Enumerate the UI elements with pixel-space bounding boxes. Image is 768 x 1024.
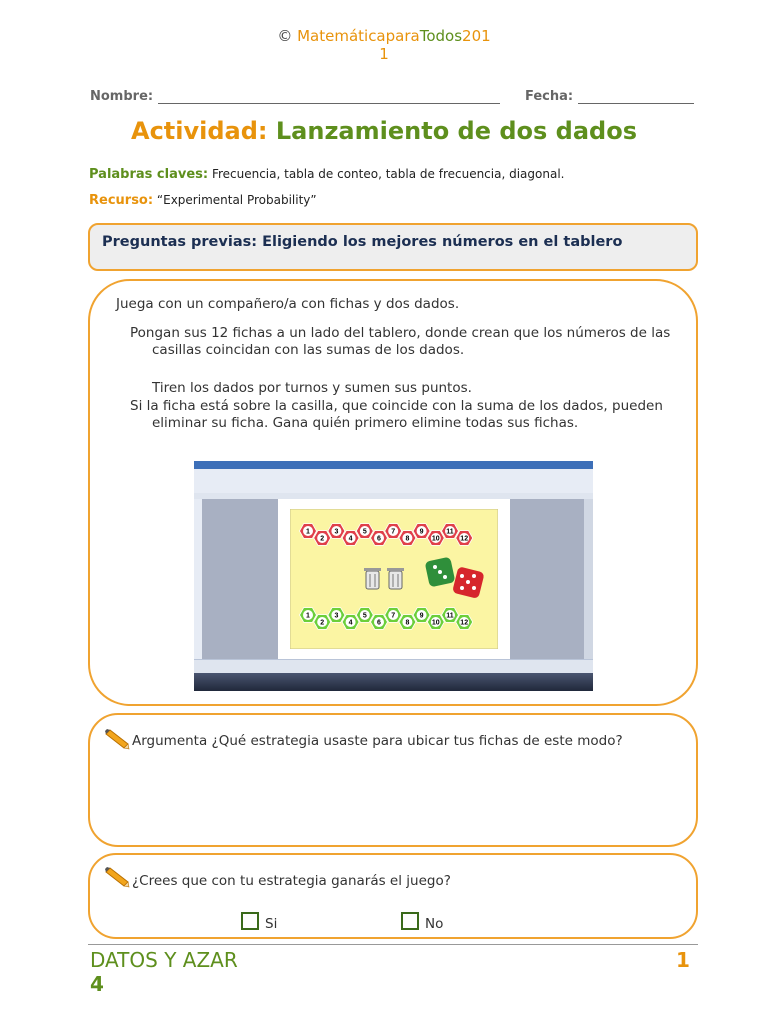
pencil-icon: [104, 728, 130, 750]
option-no[interactable]: [401, 912, 443, 933]
hex-cell-number: 3: [334, 528, 339, 536]
hex-cell-number: 11: [446, 528, 454, 536]
no-checkbox[interactable]: [401, 912, 419, 930]
question2-text: ¿Crees que con tu estrategia ganarás el juego?: [132, 873, 451, 889]
hex-cell-number: 1: [306, 528, 310, 536]
hex-cell-number: 7: [391, 612, 396, 620]
instructions-step1: Pongan sus 12 fichas a un lado del tablero, donde crean que los números de las casillas coincidan con las sumas de los dados.: [130, 325, 671, 358]
page-number: 1: [676, 948, 690, 972]
hex-cell-number: 8: [405, 619, 410, 627]
yes-checkbox[interactable]: [241, 912, 259, 930]
question1-answer-area[interactable]: [100, 760, 680, 836]
question2-box: [88, 853, 698, 939]
hex-cell-number: 12: [460, 619, 469, 627]
window-toolbar: [194, 469, 593, 494]
game-board: [290, 509, 498, 649]
window-scrollbar[interactable]: [584, 499, 593, 659]
document-header: [0, 27, 768, 63]
keywords-label: Palabras claves:: [89, 167, 209, 182]
board-screenshot: [194, 461, 593, 691]
pencil-icon: [104, 866, 130, 888]
taskbar: [194, 673, 593, 691]
date-field[interactable]: [578, 89, 694, 104]
trash-icon: [387, 568, 404, 589]
hex-cell-number: 6: [377, 619, 381, 627]
hex-cell-number: 3: [334, 612, 339, 620]
hex-cell-number: 5: [362, 612, 367, 620]
keywords-text: Frecuencia, tabla de conteo, tabla de frecuencia, diagonal.: [211, 167, 565, 181]
hex-cell-number: 8: [405, 535, 410, 543]
keywords-row: [89, 167, 564, 182]
hex-cell-number: 5: [362, 528, 367, 536]
footer-section: [90, 948, 238, 996]
hex-cell-number: 10: [431, 535, 440, 543]
brand-para: para: [385, 27, 420, 45]
hex-cell-number: 4: [348, 619, 353, 627]
instructions-step3: Si la ficha está sobre la casilla, que coincide con la suma de los dados, pueden eliminar su ficha. Gana quién primero elimine todas sus fichas.: [130, 398, 663, 431]
option-yes-label: Si: [265, 916, 278, 932]
hex-cell-number: 11: [446, 612, 454, 620]
resource-label: Recurso:: [89, 193, 154, 208]
hex-cell-number: 9: [419, 612, 424, 620]
name-row: [90, 85, 500, 104]
resource-text: “Experimental Probability”: [156, 193, 317, 207]
name-label: Nombre:: [90, 89, 154, 104]
hex-cell-number: 10: [431, 619, 440, 627]
footer-section-line2: 4: [90, 972, 104, 996]
resource-row: [89, 193, 317, 208]
option-yes[interactable]: [241, 912, 277, 933]
question1-text: Argumenta ¿Qué estrategia usaste para ubicar tus fichas de este modo?: [132, 733, 623, 749]
brand-year-cont: 1: [379, 45, 389, 63]
window-titlebar: [194, 461, 593, 469]
hex-cell-number: 6: [377, 535, 381, 543]
footer-divider: [88, 944, 698, 945]
instructions-step2: Tiren los dados por turnos y sumen sus puntos.: [152, 380, 472, 396]
instructions-intro: Juega con un compañero/a con fichas y dos dados.: [116, 296, 460, 312]
name-field[interactable]: [158, 89, 500, 104]
option-no-label: No: [425, 916, 444, 932]
trash-icon: [364, 568, 381, 589]
brand-year: 201: [462, 27, 491, 45]
hex-cell-number: 2: [320, 619, 325, 627]
title-prefix: Actividad:: [131, 117, 268, 145]
hex-cell-number: 12: [460, 535, 469, 543]
previous-questions-text: Preguntas previas: Eligiendo los mejores números en el tablero: [102, 234, 623, 250]
brand-matematica: Matemática: [297, 27, 386, 45]
title-main: Lanzamiento de dos dados: [275, 117, 637, 145]
date-label: Fecha:: [525, 89, 574, 104]
hex-cell-number: 7: [391, 528, 396, 536]
window-statusbar: [194, 659, 593, 674]
hex-cell-number: 9: [419, 528, 424, 536]
green-die-icon: [425, 557, 456, 588]
date-row: [525, 85, 694, 104]
copyright-symbol: ©: [277, 27, 293, 45]
hex-cell-number: 2: [320, 535, 325, 543]
brand-todos: Todos: [419, 27, 463, 45]
hex-cell-number: 1: [306, 612, 310, 620]
window-left-ruler: [194, 499, 202, 659]
previous-questions-box: [88, 223, 698, 271]
page-title: [0, 117, 768, 145]
footer-section-line1: DATOS Y AZAR: [90, 948, 238, 972]
hex-cell-number: 4: [348, 535, 353, 543]
